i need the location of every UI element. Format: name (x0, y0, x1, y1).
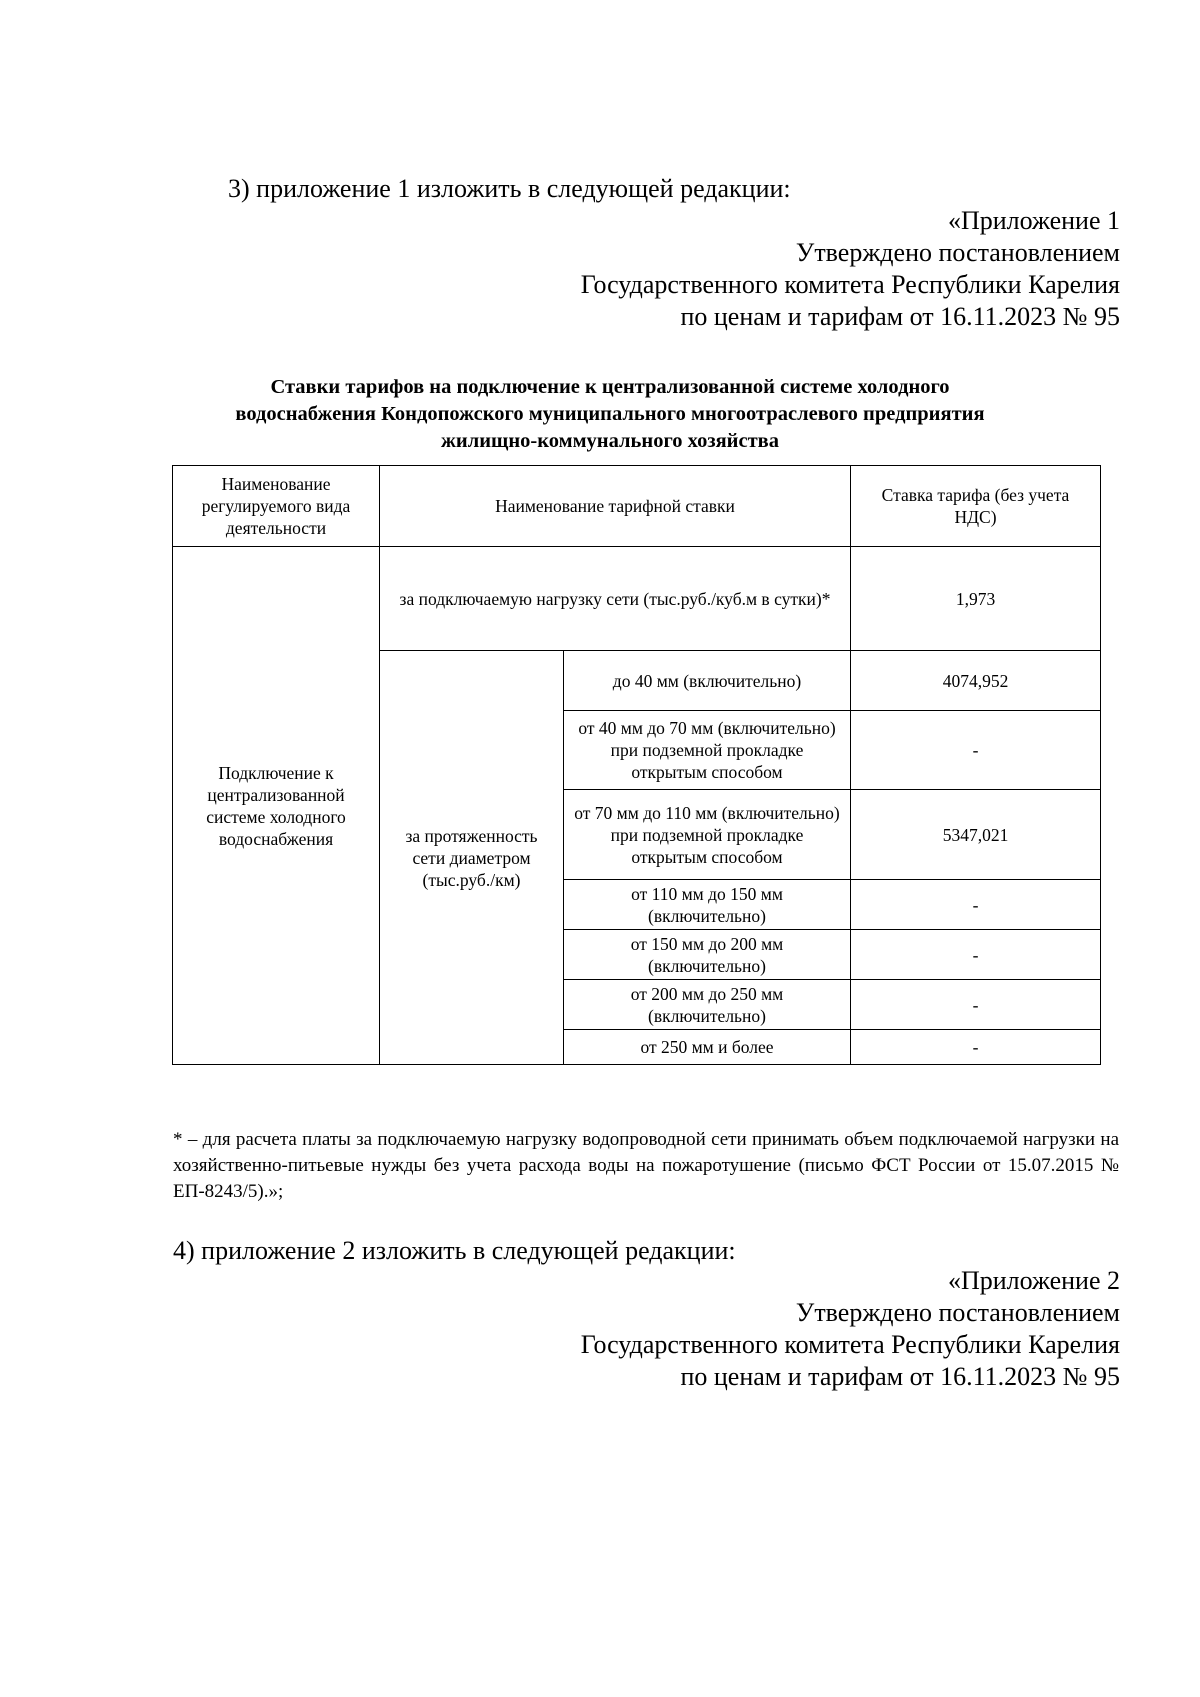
diameter-cell: от 150 мм до 200 мм (включительно) (564, 930, 851, 980)
table-row (173, 547, 1101, 651)
header-activity: Наименование регулируемого вида деятельности (173, 466, 380, 547)
item-4-paragraph: 4) приложение 2 изложить в следующей редакции: (173, 1236, 736, 1265)
diameter-cell: от 110 мм до 150 мм (включительно) (564, 880, 851, 930)
diameter-cell: от 250 мм и более (564, 1030, 851, 1065)
rate-value-cell: 5347,021 (851, 790, 1101, 880)
diameter-cell: от 40 мм до 70 мм (включительно) при подземной прокладке открытым способом (564, 711, 851, 790)
approval-block-2 (581, 1265, 1120, 1393)
diameter-cell: до 40 мм (включительно) (564, 651, 851, 711)
rate-value-cell: - (851, 1030, 1101, 1065)
approval-line: по ценам и тарифам от 16.11.2023 № 95 (680, 1362, 1120, 1391)
approval-line: Государственного комитета Республики Карелия (580, 1330, 1120, 1359)
table-title (160, 374, 1060, 455)
table-title-line: водоснабжения Кондопожского муниципального многоотраслевого предприятия (235, 403, 985, 425)
approval-block-1 (581, 205, 1120, 333)
diameter-cell: от 200 мм до 250 мм (включительно) (564, 980, 851, 1030)
tariff-table (172, 465, 1101, 1065)
rate-value-cell: - (851, 880, 1101, 930)
rate-value-cell: - (851, 980, 1101, 1030)
rate-value-cell: 4074,952 (851, 651, 1101, 711)
length-rate-label: за протяженность сети диаметром (тыс.руб./км) (380, 651, 564, 1065)
rate-value-cell: - (851, 711, 1101, 790)
approval-line: Утверждено постановлением (795, 238, 1120, 267)
table-header-row (173, 466, 1101, 547)
table-title-line: Ставки тарифов на подключение к централизованной системе холодного (270, 376, 950, 398)
header-rate-name: Наименование тарифной ставки (380, 466, 851, 547)
appendix-title: «Приложение 1 (947, 206, 1120, 235)
appendix-title: «Приложение 2 (947, 1266, 1120, 1295)
diameter-cell: от 70 мм до 110 мм (включительно) при подземной прокладке открытым способом (564, 790, 851, 880)
table-title-line: жилищно-коммунального хозяйства (441, 430, 779, 452)
footnote: * – для расчета платы за подключаемую нагрузку водопроводной сети принимать объем подключаемой нагрузки на хозяйственно-питьевые нужды без учета расхода воды на пожаротушение (письмо ФСТ России от 15.07.2015 № ЕП-8243/5).»; (173, 1129, 1119, 1202)
header-rate-value: Ставка тарифа (без учета НДС) (851, 466, 1101, 547)
rate-value-cell: - (851, 930, 1101, 980)
approval-line: по ценам и тарифам от 16.11.2023 № 95 (680, 302, 1120, 331)
item-3-paragraph: 3) приложение 1 изложить в следующей редакции: (228, 174, 791, 203)
approval-line: Государственного комитета Республики Карелия (580, 270, 1120, 299)
load-rate-value: 1,973 (851, 547, 1101, 651)
activity-cell: Подключение к централизованной системе холодного водоснабжения (173, 547, 380, 1065)
approval-line: Утверждено постановлением (795, 1298, 1120, 1327)
load-rate-label: за подключаемую нагрузку сети (тыс.руб./куб.м в сутки)* (380, 547, 851, 651)
